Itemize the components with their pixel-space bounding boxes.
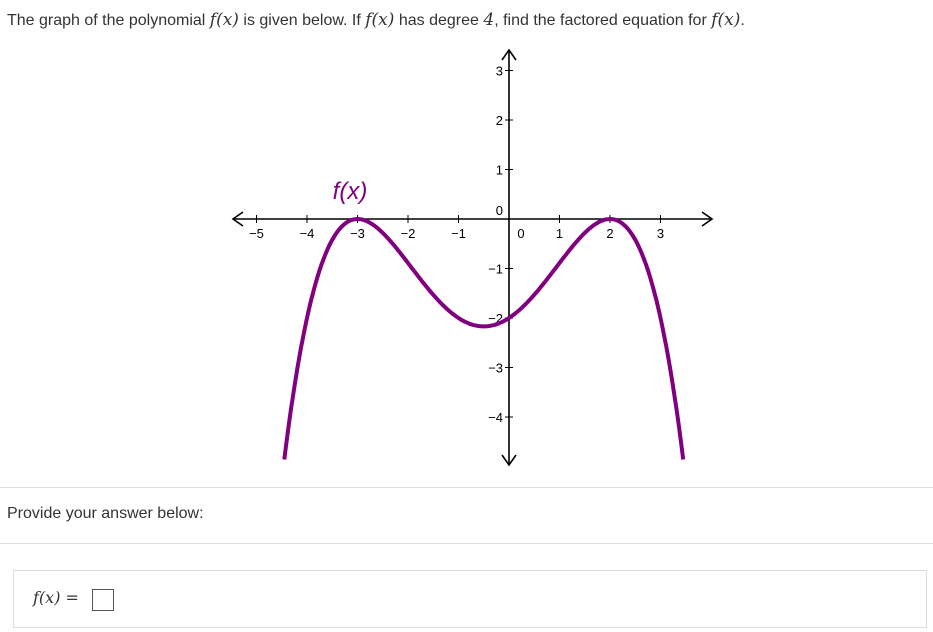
- question-mid3: , find the factored equation for: [494, 12, 712, 29]
- question-mid1: is given below. If: [238, 12, 366, 29]
- divider-bottom: [0, 543, 933, 544]
- y-tick-label: −2: [488, 311, 503, 326]
- math-degree: 4: [483, 10, 495, 30]
- question-suffix: .: [740, 12, 745, 29]
- x-tick-label: −1: [451, 226, 466, 241]
- x-tick-label: −5: [249, 226, 264, 241]
- y-tick-label: 3: [495, 63, 503, 79]
- x-tick-label: −3: [350, 226, 365, 241]
- x-tick-label: 1: [555, 226, 564, 241]
- answer-lhs: f(x) =: [33, 588, 79, 607]
- function-label: f(x): [332, 178, 368, 205]
- answer-box: [13, 570, 927, 628]
- graph-svg: [0, 40, 933, 480]
- y-tick-label: 0: [495, 203, 503, 218]
- divider-top: [0, 487, 933, 488]
- x-tick-label: 0: [517, 226, 525, 241]
- math-fx-2: f(x): [365, 10, 395, 30]
- polynomial-curve: [284, 219, 683, 460]
- y-tick-label: 2: [495, 113, 503, 128]
- question-text: [7, 9, 927, 32]
- polynomial-graph: [0, 40, 933, 480]
- answer-input[interactable]: [92, 589, 114, 611]
- x-tick-label: 3: [656, 226, 665, 241]
- y-tick-label: −4: [488, 410, 503, 425]
- y-tick-label: 1: [495, 162, 503, 178]
- math-fx-3: f(x): [711, 10, 741, 30]
- x-tick-label: −2: [400, 226, 416, 241]
- x-tick-label: −4: [299, 226, 315, 241]
- question-prefix: The graph of the polynomial: [7, 12, 210, 29]
- answer-prompt: Provide your answer below:: [7, 505, 204, 522]
- y-tick-label: −1: [488, 261, 503, 277]
- math-fx: f(x): [209, 10, 239, 30]
- y-tick-label: −3: [488, 360, 503, 376]
- question-mid2: has degree: [394, 12, 484, 29]
- x-tick-label: 2: [606, 226, 614, 241]
